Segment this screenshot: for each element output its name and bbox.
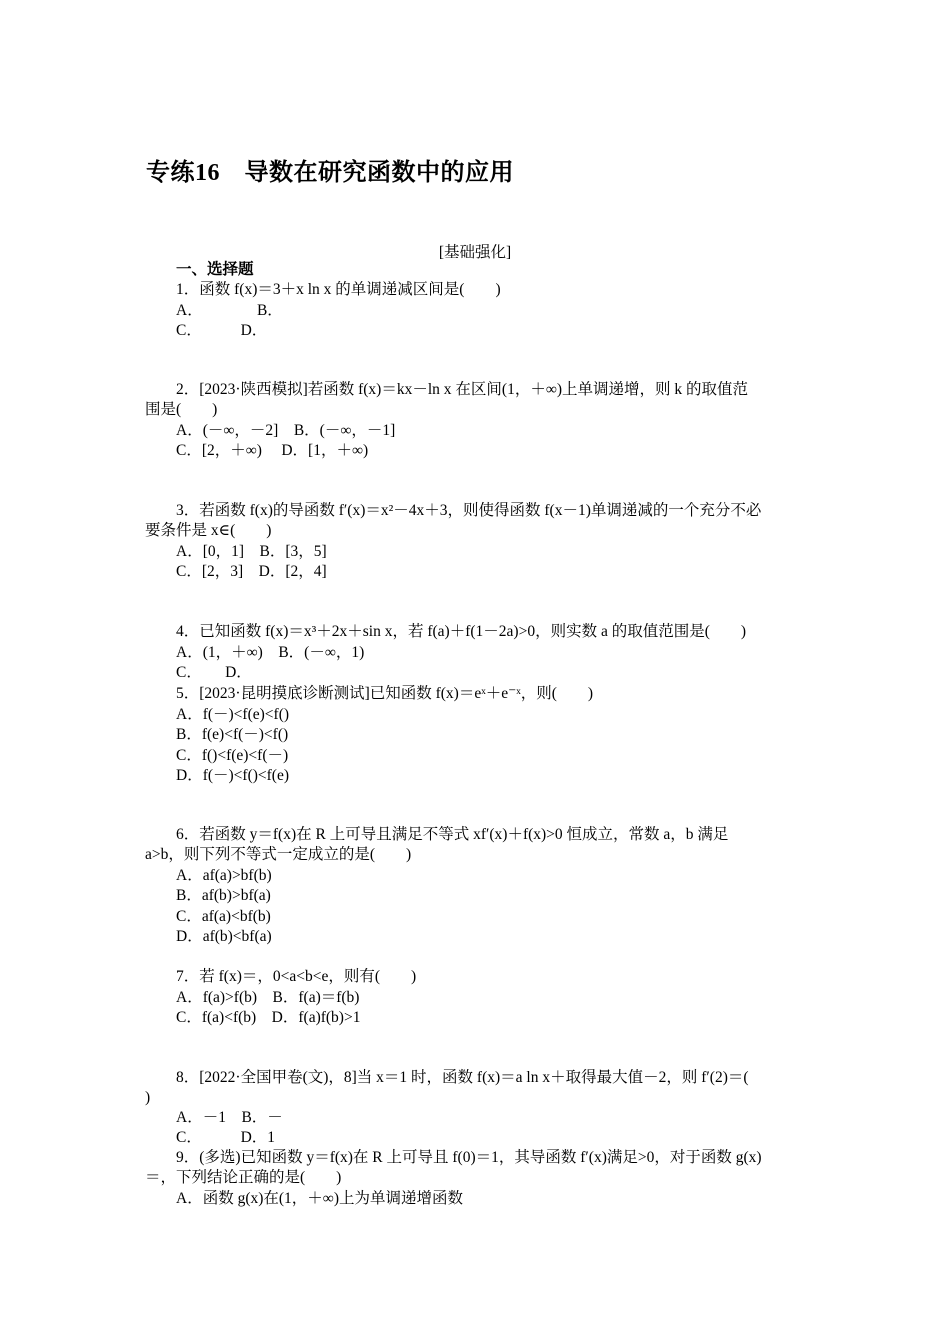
question-9-stem-cont: ＝，下列结论正确的是( ) [145,1169,342,1186]
question-6-stem: 6．若函数 y＝f(x)在 R 上可导且满足不等式 xf′(x)＋f(x)>0 恒成立，常数 a，b 满足 [176,826,729,843]
question-7-options-cd: C．f(a)<f(b) D．f(a)f(b)>1 [176,1009,361,1026]
question-4-options-ab: A．(1，＋∞) B．(－∞，1) [176,644,365,661]
question-8-options-ab: A．－1 B．－ [176,1109,283,1126]
question-3-options-cd: C．[2，3] D．[2，4] [176,563,327,580]
question-7-options-ab: A．f(a)>f(b) B．f(a)＝f(b) [176,989,360,1006]
question-8-stem-cont: ) [145,1089,151,1106]
section-heading: [基础强化] [438,244,512,261]
question-3-stem: 3．若函数 f(x)的导函数 f′(x)＝x²－4x＋3，则使得函数 f(x－1)单调递减的一个充分不必 [176,502,762,519]
question-5-option-d: D．f(－)<f()<f(e) [176,767,290,784]
question-4-stem: 4．已知函数 f(x)＝x³＋2x＋sin x，若 f(a)＋f(1－2a)>0，则实数 a 的取值范围是( ) [176,623,747,640]
question-6-option-c: C．af(a)<bf(b) [176,908,271,925]
question-5-option-a: A．f(－)<f(e)<f() [176,706,290,723]
question-2-options-cd: C．[2，＋∞) D．[1，＋∞) [176,442,369,459]
question-9-stem: 9．(多选)已知函数 y＝f(x)在 R 上可导且 f(0)＝1，其导函数 f′(x)满足>0，对于函数 g(x) [176,1149,762,1166]
question-9-option-a: A．函数 g(x)在(1，＋∞)上为单调递增函数 [176,1190,464,1207]
question-2-stem-cont: 围是( ) [145,401,218,418]
page-title: 专练16 导数在研究函数中的应用 [146,160,514,186]
question-6-stem-cont: a>b，则下列不等式一定成立的是( ) [145,846,412,863]
question-3-options-ab: A．[0，1] B．[3，5] [176,543,327,560]
question-6-option-b: B．af(b)>bf(a) [176,887,271,904]
question-1-stem: 1．函数 f(x)＝3＋x ln x 的单调递减区间是( ) [176,281,501,298]
question-7-stem: 7．若 f(x)＝，0<a<b<e，则有( ) [176,968,417,985]
question-5-stem: 5．[2023·昆明摸底诊断测试]已知函数 f(x)＝eˣ＋e⁻ˣ，则( ) [176,685,594,702]
part-heading: 一、选择题 [176,261,254,278]
question-1-options-cd: C． D． [176,322,268,339]
question-6-option-d: D．af(b)<bf(a) [176,928,272,945]
question-4-options-cd: C． D． [176,664,252,681]
question-3-stem-cont: 要条件是 x∈( ) [145,522,272,539]
question-2-options-ab: A．(－∞，－2] B．(－∞，－1] [176,422,396,439]
question-6-option-a: A．af(a)>bf(b) [176,867,272,884]
question-5-option-b: B．f(e)<f(－)<f() [176,726,289,743]
question-8-stem: 8．[2022·全国甲卷(文)，8]当 x＝1 时，函数 f(x)＝a ln x＋取得最大值－2，则 f′(2)＝( [176,1069,749,1086]
question-1-options-ab: A． B． [176,302,283,319]
question-2-stem: 2．[2023·陕西模拟]若函数 f(x)＝kx－ln x 在区间(1，＋∞)上单调递增，则 k 的取值范 [176,381,749,398]
question-8-options-cd: C． D．1 [176,1129,276,1146]
question-5-option-c: C．f()<f(e)<f(－) [176,747,289,764]
